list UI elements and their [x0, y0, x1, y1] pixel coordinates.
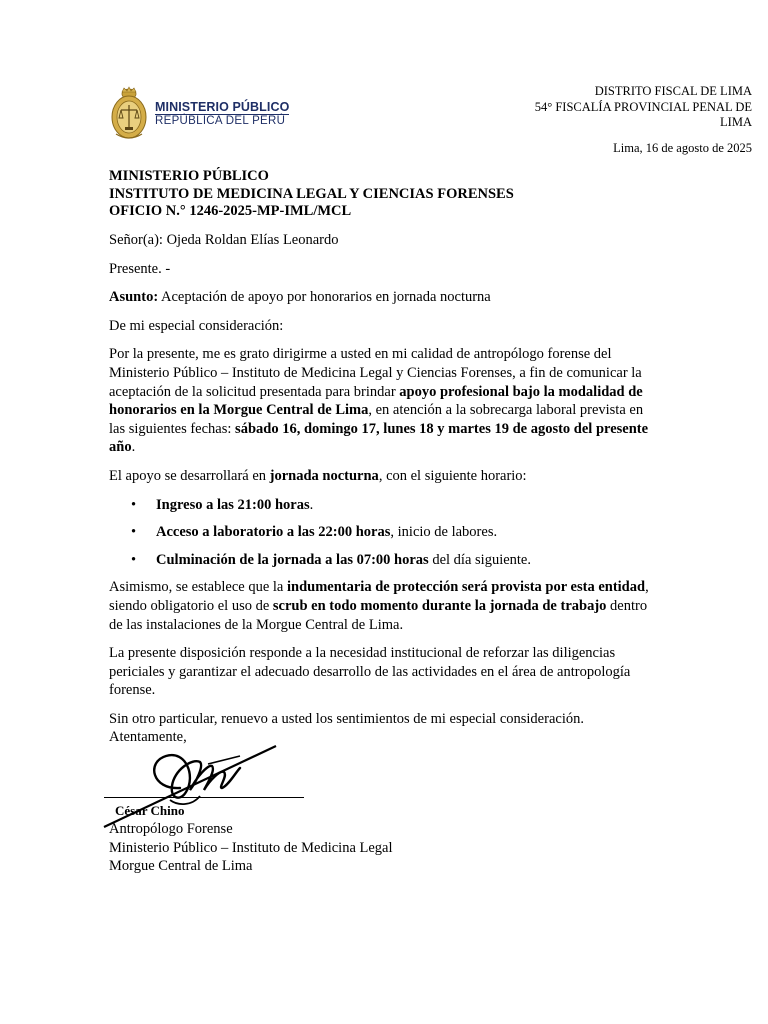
letter-body: [109, 231, 659, 738]
title-oficio: OFICIO N.° 1246-2025-MP-IML/MCL: [109, 203, 352, 219]
paragraph-4: La presente disposición responde a la necesidad institucional de reforzar las diligencias periciales y garantizar el adecuado desarrollo de las actividades en el área de antropología forense.: [109, 645, 631, 699]
bullet-icon: •: [131, 551, 137, 568]
list-item: [109, 551, 659, 570]
subject: [109, 288, 659, 307]
p1-text-c: , en atención a la sobrecarga laboral prevista en las siguientes fechas:: [109, 402, 644, 437]
paragraph-2: [109, 467, 659, 486]
header-right: [502, 84, 752, 131]
p2-bold-b: jornada nocturna: [269, 467, 379, 484]
signer-org: Ministerio Público – Instituto de Medicina Legal: [109, 839, 393, 856]
p1-text-a: Por la presente, me es grato dirigirme a usted en mi calidad de antropólogo forense del Ministerio Público – Instituto de Medicina Legal y Ciencias Forenses, a fin de comunicar la aceptación de la solicitud presentada para brindar: [109, 346, 642, 400]
logo-text: [155, 100, 289, 128]
p1-bold-d: sábado 16, domingo 17, lunes 18 y martes 19 de agosto del presente año: [109, 420, 649, 456]
p2-text-a: El apoyo se desarrollará en: [109, 467, 270, 484]
letter-date: Lima, 16 de agosto de 2025: [613, 141, 752, 155]
p2-text-c: , con el siguiente horario:: [378, 467, 527, 484]
title-ministerio: MINISTERIO PÚBLICO: [109, 168, 269, 184]
title-instituto: INSTITUTO DE MEDICINA LEGAL Y CIENCIAS FORENSES: [109, 185, 514, 202]
subject-label: Asunto:: [109, 289, 159, 306]
p3-text-c: , siendo obligatorio el uso de: [109, 579, 649, 614]
paragraph-1: [109, 345, 659, 457]
document-titles: [109, 168, 514, 221]
signer-role: Antropólogo Forense: [109, 821, 233, 838]
city-line: LIMA: [720, 115, 752, 129]
p3-bold-d: scrub en todo momento durante la jornada de trabajo: [272, 597, 607, 614]
bullet-bold: Culminación de la jornada a las 07:00 horas: [156, 551, 429, 568]
bullet-bold: Ingreso a las 21:00 horas: [156, 496, 310, 513]
p1-text-e: .: [131, 439, 136, 456]
list-item: [109, 496, 659, 515]
closing: Atentamente,: [109, 729, 187, 745]
p3-text-e: dentro de las instalaciones de la Morgue Central de Lima.: [109, 597, 648, 633]
presente: Presente. -: [109, 260, 171, 277]
seal-icon: [107, 86, 151, 142]
p1-bold-b: apoyo profesional bajo la modalidad de honorarios en la Morgue Central de Lima: [109, 383, 643, 419]
ministerio-publico-logo: [107, 86, 290, 142]
signer-name: César Chino: [115, 803, 185, 818]
bullet-rest: .: [309, 496, 314, 513]
district-line: DISTRITO FISCAL DE LIMA: [594, 84, 752, 98]
fiscalia-line: 54° FISCALÍA PROVINCIAL PENAL DE: [534, 99, 752, 114]
p3-text-a: Asimismo, se establece que la: [109, 579, 287, 596]
logo-title: MINISTERIO PÚBLICO: [155, 100, 290, 114]
signer-block: [109, 802, 393, 875]
paragraph-3: [109, 578, 659, 634]
subject-text: Aceptación de apoyo por honorarios en jornada nocturna: [158, 289, 491, 306]
signature-line: [104, 797, 304, 798]
bullet-icon: •: [131, 524, 137, 541]
bullet-bold: Acceso a laboratorio a las 22:00 horas: [156, 524, 391, 541]
recipient: Señor(a): Ojeda Roldan Elías Leonardo: [109, 232, 339, 248]
paragraph-5: Sin otro particular, renuevo a usted los sentimientos de mi especial consideración.: [109, 710, 584, 727]
bullet-rest: , inicio de labores.: [390, 524, 498, 541]
bullet-icon: •: [131, 496, 137, 513]
schedule-list: [109, 496, 659, 570]
logo-subtitle: REPÚBLICA DEL PERÚ: [155, 114, 289, 128]
p3-bold-b: indumentaria de protección será provista por esta entidad: [286, 579, 646, 596]
bullet-rest: del día siguiente.: [428, 551, 531, 568]
greeting: De mi especial consideración:: [109, 317, 284, 334]
list-item: [109, 523, 659, 542]
signer-place: Morgue Central de Lima: [109, 857, 253, 874]
